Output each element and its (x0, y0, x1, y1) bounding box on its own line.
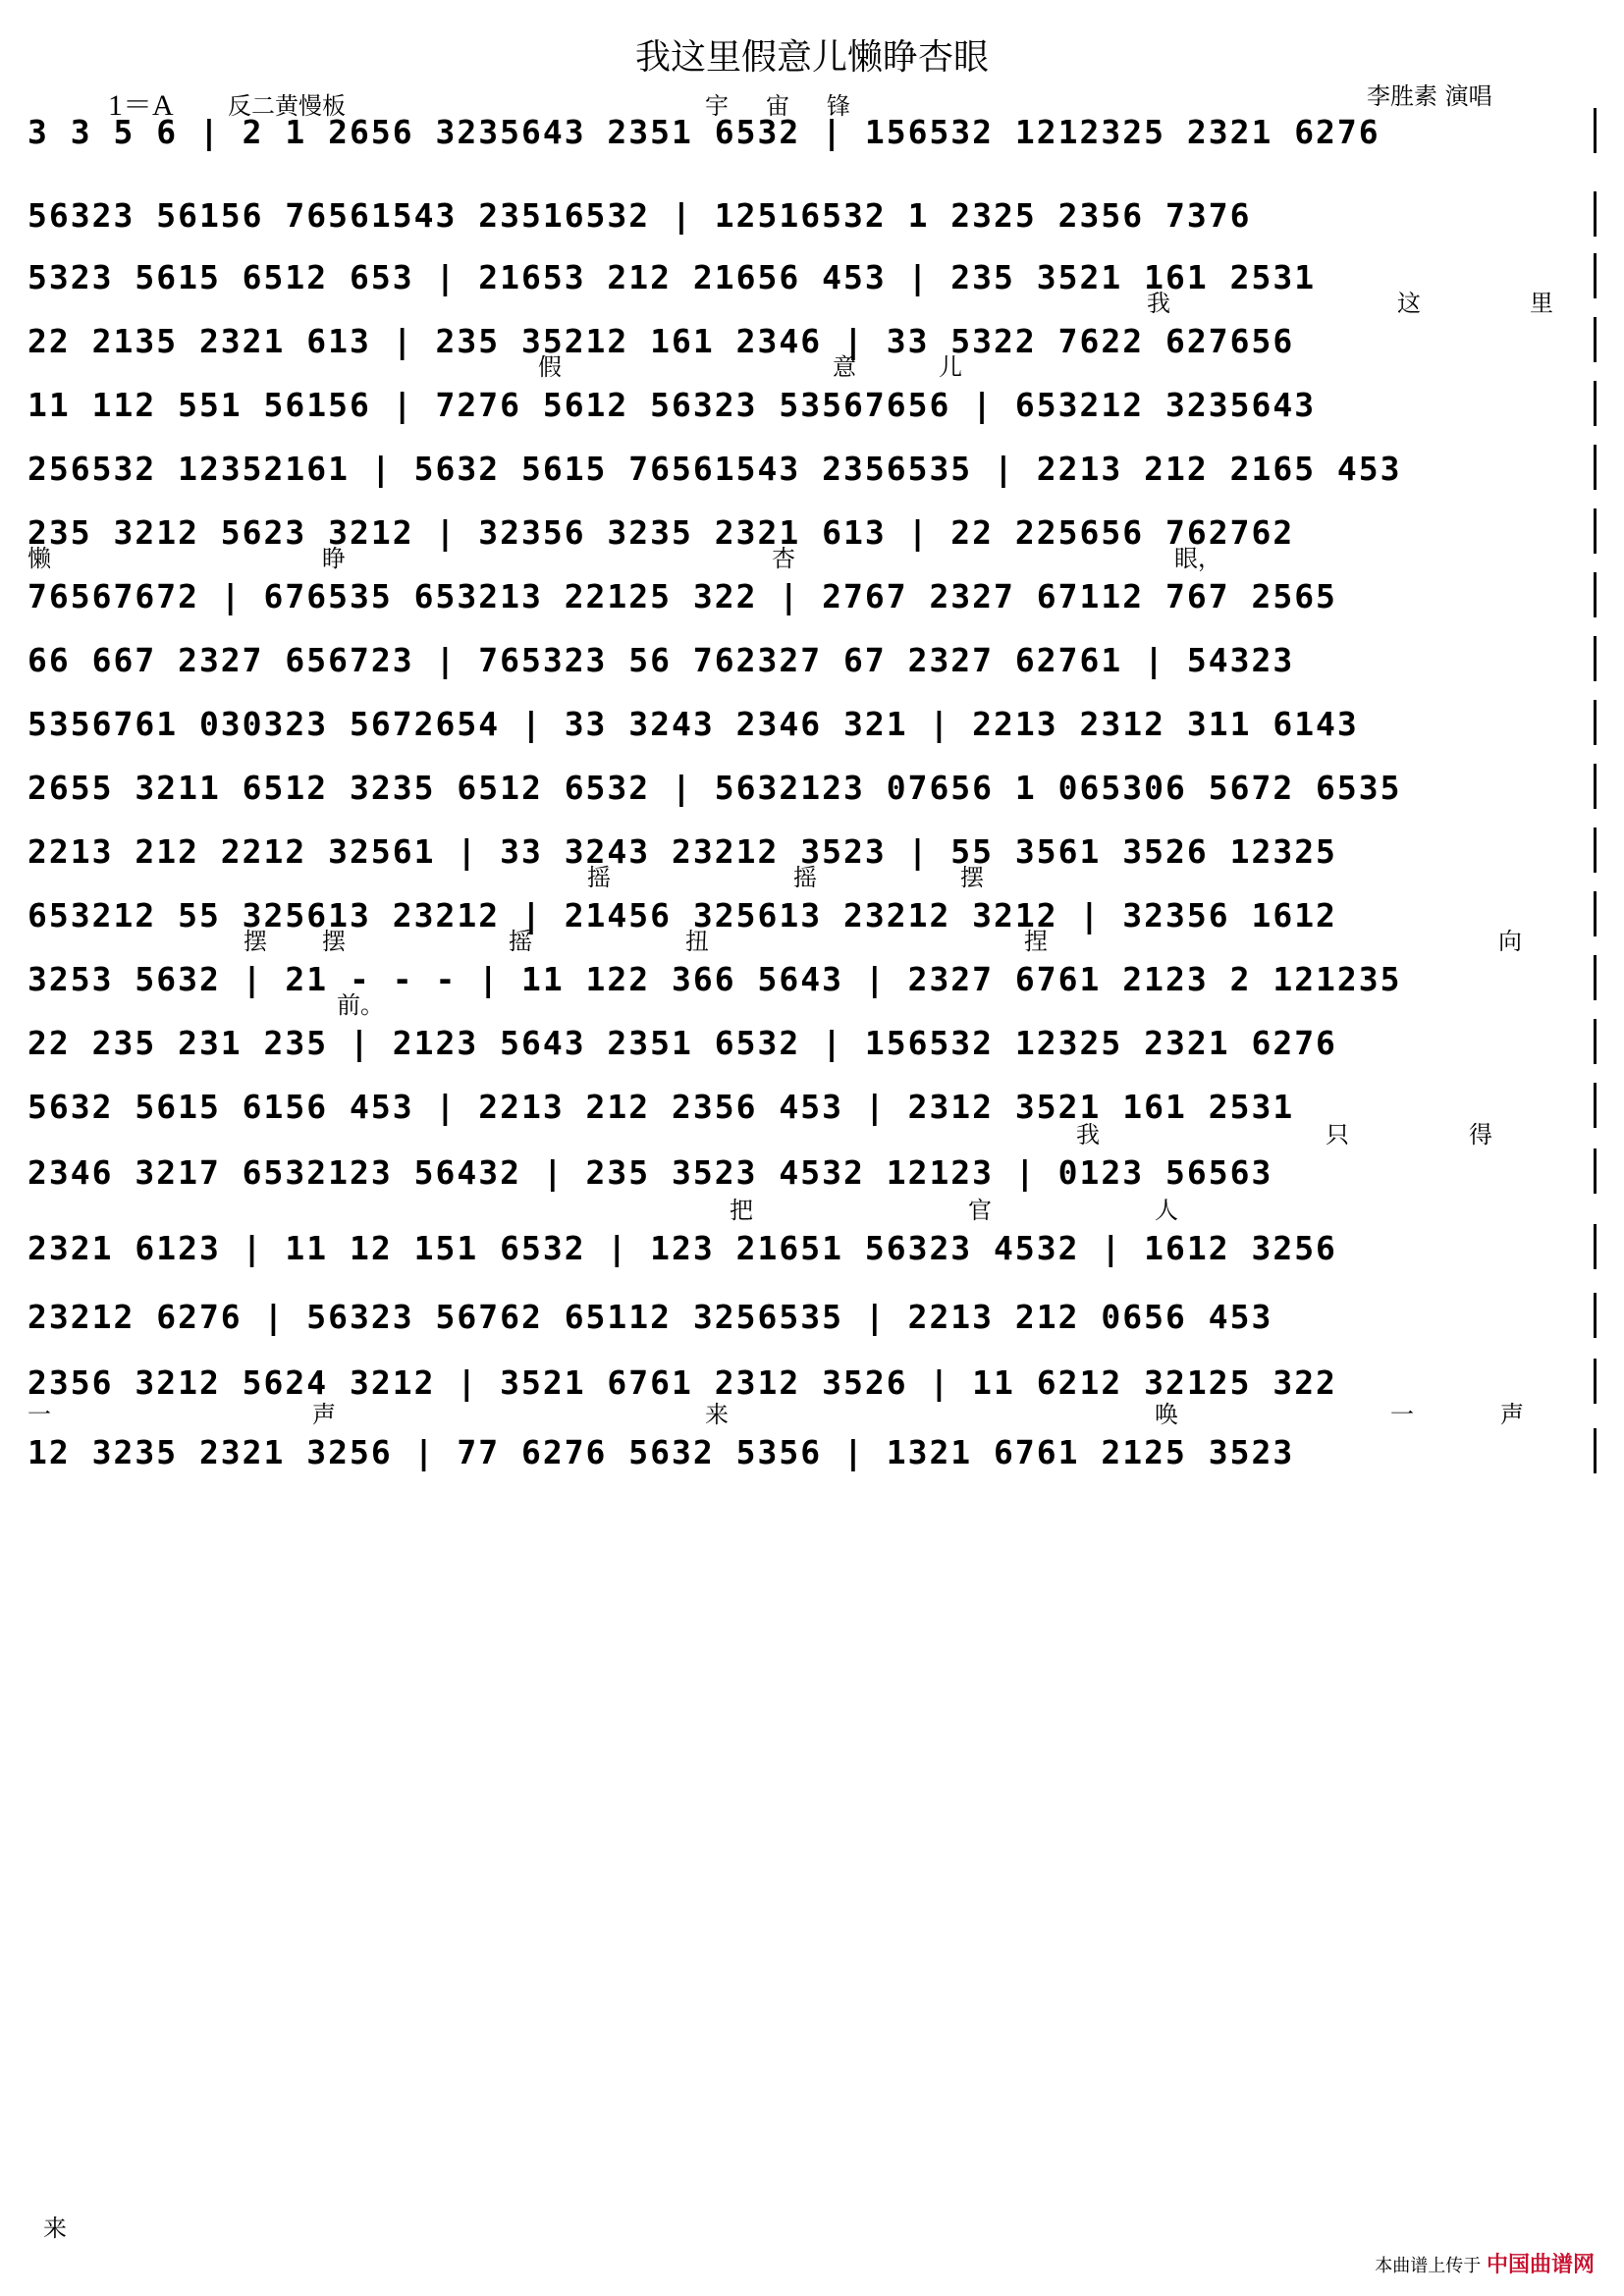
score-row (27, 1293, 1597, 1336)
lyric-syllable: 摆 (960, 864, 984, 891)
role-label: 宇宙锋 (705, 92, 888, 120)
score-row (27, 1359, 1597, 1402)
lyric-syllable: 摆 (322, 928, 346, 955)
credit-prefix: 本曲谱上传于 (1375, 2256, 1482, 2276)
notation-line: 23212 6276 | 56323 56762 65112 3256535 | 2213 212 0656 453 (27, 1298, 1273, 1336)
lyric-syllable: 我 (1147, 290, 1170, 317)
performer-credit: 李胜素 演唱 (1367, 82, 1492, 110)
score-row (27, 253, 1597, 296)
notation-line: 76567672 | 676535 653213 22125 322 | 2767 2327 67112 767 2565 (27, 577, 1337, 615)
notation-line: 56323 56156 76561543 23516532 | 12516532 1 2325 2356 7376 (27, 196, 1252, 235)
lyric-syllable: 这 (1397, 290, 1421, 317)
notation-line: 3 3 5 6 | 2 1 2656 3235643 2351 6532 | 156532 1212325 2321 6276 (27, 113, 1380, 151)
lyric-syllable: 前。 (337, 991, 384, 1019)
lyric-syllable: 摇 (587, 864, 611, 891)
lyric-syllable: 一 (1390, 1401, 1414, 1428)
notation-line: 5323 5615 6512 653 | 21653 212 21656 453 | 235 3521 161 2531 (27, 258, 1317, 296)
score-row (27, 1401, 1597, 1471)
score-row (27, 991, 1597, 1062)
lyric-syllable: 儿 (939, 353, 962, 381)
lyric-syllable: 摇 (509, 928, 532, 955)
notation-line: 5632 5615 6156 453 | 2213 212 2356 453 | 2312 3521 161 2531 (27, 1088, 1295, 1126)
notation-line: 66 667 2327 656723 | 765323 56 762327 67 2327 62761 | 54323 (27, 641, 1295, 679)
score-row (27, 353, 1597, 424)
lyric-syllable: 捏 (1024, 928, 1048, 955)
lyric-syllable: 摆 (244, 928, 267, 955)
lyric-syllable: 眼， (1174, 545, 1221, 572)
notation-line: 2213 212 2212 32561 | 33 3243 23212 3523 | 55 3561 3526 12325 (27, 832, 1337, 871)
lyric-syllable: 唤 (1155, 1401, 1178, 1428)
lyric-syllable: 睁 (322, 545, 346, 572)
lyric-syllable: 声 (1500, 1401, 1524, 1428)
notation-line: 2356 3212 5624 3212 | 3521 6761 2312 3526 | 11 6212 32125 322 (27, 1363, 1337, 1402)
lyric-syllable: 官 (968, 1197, 992, 1224)
score-row (27, 290, 1597, 360)
score-row (27, 445, 1597, 488)
score-row (27, 636, 1597, 679)
notation-line: 256532 12352161 | 5632 5615 76561543 2356535 | 2213 212 2165 453 (27, 450, 1402, 488)
score-row (27, 191, 1597, 235)
notation-line: 235 3212 5623 3212 | 32356 3235 2321 613 | 22 225656 762762 (27, 513, 1295, 552)
notation-line: 2346 3217 6532123 56432 | 235 3523 4532 12123 | 0123 56563 (27, 1153, 1273, 1192)
lyric-syllable: 意 (833, 353, 856, 381)
score-row (27, 1083, 1597, 1126)
score-row (27, 508, 1597, 552)
lyric-syllable: 里 (1530, 290, 1553, 317)
lyric-syllable: 摇 (793, 864, 817, 891)
notation-line: 3253 5632 | 21 - - - | 11 122 366 5643 | 2327 6761 2123 2 121235 (27, 960, 1402, 998)
score-row (27, 1197, 1597, 1267)
score-row (27, 1121, 1597, 1192)
page-title: 我这里假意儿懒睁杏眼 (634, 37, 989, 78)
upload-credit (1375, 2248, 1595, 2278)
lyric-syllable: 向 (1498, 928, 1522, 955)
score-row (27, 928, 1597, 998)
lyric-syllable: 把 (730, 1197, 753, 1224)
notation-line: 22 2135 2321 613 | 235 35212 161 2346 | 33 5322 7622 627656 (27, 322, 1295, 360)
notation-line: 2321 6123 | 11 12 151 6532 | 123 21651 56323 4532 | 1612 3256 (27, 1229, 1337, 1267)
score-row (27, 545, 1597, 615)
score-row (27, 108, 1597, 151)
mode-label: 反二黄慢板 (228, 92, 346, 120)
lyric-syllable: 得 (1469, 1121, 1492, 1148)
notation-line: 5356761 030323 5672654 | 33 3243 2346 321 | 2213 2312 311 6143 (27, 705, 1359, 743)
lyric-syllable: 来 (705, 1401, 729, 1428)
notation-line: 12 3235 2321 3256 | 77 6276 5632 5356 | 1321 6761 2125 3523 (27, 1433, 1295, 1471)
lyric-syllable: 假 (538, 353, 562, 381)
lyric-syllable: 懒 (27, 545, 51, 572)
key-signature: 1＝A (108, 89, 174, 122)
notation-line: 11 112 551 56156 | 7276 5612 56323 53567656 | 653212 3235643 (27, 386, 1317, 424)
notation-line: 22 235 231 235 | 2123 5643 2351 6532 | 156532 12325 2321 6276 (27, 1024, 1337, 1062)
notation-line: 653212 55 325613 23212 | 21456 325613 23212 3212 | 32356 1612 (27, 896, 1337, 934)
lyric-syllable: 扭 (685, 928, 709, 955)
lyric-syllable: 人 (1155, 1197, 1178, 1224)
lyric-syllable: 我 (1076, 1121, 1100, 1148)
lyric-syllable: 一 (27, 1401, 51, 1428)
notation-line: 2655 3211 6512 3235 6512 6532 | 5632123 07656 1 065306 5672 6535 (27, 769, 1402, 807)
site-logo[interactable]: 中国曲谱网 (1486, 2253, 1595, 2277)
score-row (27, 700, 1597, 743)
lyric-syllable: 杏 (772, 545, 795, 572)
lyric-syllable: 声 (312, 1401, 336, 1428)
end-lyric: 来 (43, 2215, 67, 2242)
lyric-syllable: 只 (1326, 1121, 1349, 1148)
score-row (27, 764, 1597, 807)
